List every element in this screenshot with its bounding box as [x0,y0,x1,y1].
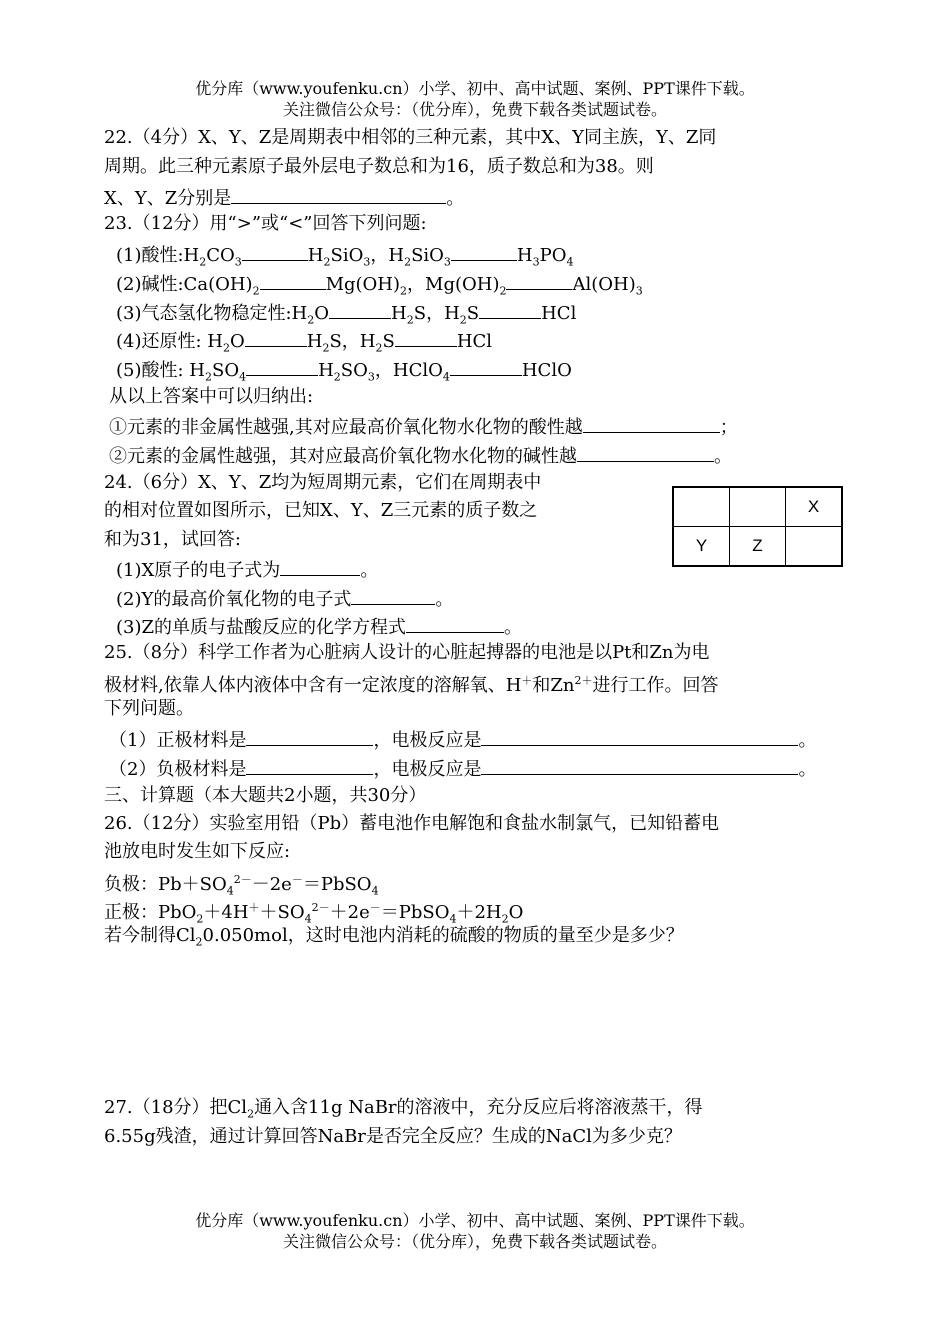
subscript: 2 [222,341,230,355]
subscript: 4 [304,912,312,926]
text: 正极：PbO [104,902,197,923]
text: ； [719,417,738,438]
answer-blank[interactable] [451,242,517,261]
grid-cell [730,487,786,527]
text: ，电极反应是 [373,730,482,751]
superscript: － [369,901,381,914]
q23-row-2 [116,271,643,303]
q24-line-1: 24.（6分）X、Y、Z均为短周期元素，它们在周期表中 [104,472,542,493]
subscript: 2 [247,1107,255,1121]
subscript: 4 [226,884,234,898]
q25-line-3: 下列问题。 [104,698,194,719]
text: (3)气态氢化物稳定性:H [116,303,308,324]
q23-heading: 23.（12分）用“>”或“<”回答下列问题: [104,213,427,234]
text: (2)碱性:Ca(OH) [116,274,253,295]
q22-text: X、Y、Z分别是 [104,188,232,209]
text: （2）负极材料是 [109,759,247,780]
text: ，HClO [374,360,443,381]
text: (1)酸性:H [116,245,200,266]
answer-blank[interactable] [242,242,308,261]
text: S，H [413,303,460,324]
text: ，H [370,245,405,266]
answer-blank[interactable] [506,271,572,290]
header-line-1: 优分库（www.youfenku.cn）小学、初中、高中试题、案例、PPT课件下载。 [195,79,755,98]
text: PO [539,245,567,266]
text: Al(OH) [572,274,636,295]
q24-part-2 [116,586,453,611]
text: 0.050mol，这时电池内消耗的硫酸的物质的量至少是多少？ [202,925,684,946]
text: H [516,245,533,266]
footer-banner [0,1210,950,1252]
text: Mg(OH) [325,274,401,295]
answer-blank[interactable] [329,300,391,319]
q22-line-2: 周期。此三种元素原子最外层电子数总和为16，质子数总和为38。则 [104,156,654,177]
subscript: 4 [371,884,379,898]
q27-line-2: 6.55g残渣，通过计算回答NaBr是否完全反应？生成的NaCl为多少克？ [104,1126,682,1147]
q24-part-3 [116,614,522,639]
text: 通入含11g NaBr的溶液中，充分反应后将溶液蒸干，得 [254,1097,703,1118]
q23-summary: 从以上答案中可以归纳出: [109,386,314,407]
answer-blank[interactable] [246,756,373,775]
text: ①元素的非金属性越强,其对应最高价氧化物水化物的酸性越 [109,417,583,438]
periodic-table-diagram [672,486,843,567]
q24-part-1 [116,557,378,582]
subscript: 2 [252,284,260,298]
answer-blank[interactable] [231,185,446,204]
text: HClO [521,360,572,381]
subscript: 2 [400,284,408,298]
text: O [314,303,330,324]
answer-blank[interactable] [246,357,318,376]
text: HCl [456,331,493,352]
subscript: 3 [443,255,451,269]
answer-blank[interactable] [583,414,720,433]
text: ＋2e [329,902,370,923]
subscript: 2 [196,912,204,926]
text: 。 [435,589,454,610]
grid-cell [786,527,843,567]
q23-row-1 [116,242,574,274]
subscript: 2 [333,370,341,384]
q26-line-2: 池放电时发生如下反应: [104,841,291,862]
grid-cell-y: Y [673,527,730,567]
subscript: 3 [532,255,540,269]
text: ②元素的金属性越强，其对应最高价氧化物水化物的碱性越 [109,446,577,467]
subscript: 2 [404,255,412,269]
superscript: 2－ [311,901,330,914]
text: ＋SO [259,902,305,923]
text: ＝PbSO [380,902,450,923]
subscript: 3 [363,255,371,269]
subscript: 2 [375,341,383,355]
answer-blank[interactable] [577,443,714,462]
text: ＝PbSO [302,874,372,895]
text: ，Mg(OH) [407,274,500,295]
answer-blank[interactable] [260,271,326,290]
q23-row-3 [116,300,576,332]
text: 。 [798,730,817,751]
text: (3)Z的单质与盐酸反应的化学方程式 [116,617,407,638]
text: SO [211,360,240,381]
q26-question [104,925,684,954]
text: 负极：Pb＋SO [104,874,227,895]
subscript: 2 [307,313,315,327]
q25-part-2 [109,756,816,781]
text: 27.（18分）把Cl [104,1097,248,1118]
subscript: 2 [501,912,509,926]
answer-blank[interactable] [395,328,457,347]
answer-blank[interactable] [479,300,541,319]
superscript: 2＋ [574,674,593,687]
answer-blank[interactable] [450,357,522,376]
text: O [508,902,524,923]
q25-part-1 [109,727,816,752]
text: 若今制得Cl [104,925,196,946]
footer-line-1: 优分库（www.youfenku.cn）小学、初中、高中试题、案例、PPT课件下载。 [195,1211,755,1230]
q25-line-1: 25.（8分）科学工作者为心脏病人设计的心脏起搏器的电池是以Pt和Zn为电 [104,642,710,663]
subscript: 2 [499,284,507,298]
superscript: ＋ [521,674,533,687]
text: (4)还原性: H [116,331,223,352]
q24-line-2: 的相对位置如图所示，已知X、Y、Z三元素的质子数之 [104,500,538,521]
q23-summary-1 [109,414,738,439]
subscript: 2 [323,255,331,269]
text: 进行工作。回答 [592,675,719,696]
text: ，电极反应是 [373,759,482,780]
subscript: 3 [367,370,375,384]
text: S，H [329,331,376,352]
q26-line-1: 26.（12分）实验室用铅（Pb）蓄电池作电解饱和食盐水制氯气，已知铅蓄电 [104,813,720,834]
q24-line-3: 和为31，试回答: [104,529,241,550]
q23-row-5 [116,357,572,389]
header-line-2: 关注微信公众号：（优分库），免费下载各类试题试卷。 [282,100,667,119]
footer-line-2: 关注微信公众号：（优分库），免费下载各类试题试卷。 [282,1232,667,1251]
subscript: 3 [635,284,643,298]
text: H [318,360,334,381]
text: CO [206,245,235,266]
superscript: 2－ [233,873,252,886]
text: S [466,303,480,324]
subscript: 4 [442,370,450,384]
subscript: 4 [449,912,457,926]
text: O [229,331,245,352]
subscript: 2 [406,313,414,327]
q25-line-2 [104,670,719,697]
q23-row-4 [116,328,492,360]
subscript: 2 [459,313,467,327]
text: 极材料,依靠人体内液体中含有一定浓度的溶解氧、H [104,675,522,696]
answer-blank[interactable] [246,727,373,746]
text: 和Zn [532,675,575,696]
text: ＋2H [456,902,502,923]
text: SO [340,360,368,381]
subscript: 2 [204,370,212,384]
text: 。 [360,560,379,581]
q22-line-3 [104,185,464,210]
q22-line-1: 22.（4分）X、Y、Z是周期表中相邻的三种元素，其中X、Y同主族，Y、Z同 [104,127,717,148]
text: SiO [330,245,364,266]
text: （1）正极材料是 [109,730,247,751]
superscript: － [291,873,303,886]
text: 。 [504,617,523,638]
grid-cell-z: Z [730,527,786,567]
section-heading: 三、计算题（本大题共2小题，共30分） [104,785,427,806]
q22-end: 。 [446,188,465,209]
superscript: ＋ [248,901,260,914]
text: H [391,303,407,324]
text: H [307,245,324,266]
text: S [382,331,395,352]
text: 。 [798,759,817,780]
q23-summary-2 [109,443,732,468]
q27-line-1 [104,1097,703,1126]
subscript: 2 [195,935,203,949]
text: 。 [714,446,732,467]
answer-blank[interactable] [280,557,360,576]
text: (2)Y的最高价氧化物的电子式 [116,589,352,610]
subscript: 4 [566,255,574,269]
answer-blank[interactable] [406,614,504,633]
text: ＋4H [203,902,249,923]
header-banner [0,78,950,120]
subscript: 3 [234,255,242,269]
answer-blank[interactable] [351,586,435,605]
text: (1)X原子的电子式为 [116,560,281,581]
text: H [306,331,323,352]
answer-blank[interactable] [245,328,307,347]
text: (5)酸性: H [116,360,205,381]
text: HCl [541,303,577,324]
answer-blank[interactable] [481,756,798,775]
subscript: 4 [239,370,247,384]
grid-cell-x: X [786,487,843,527]
text: SiO [411,245,444,266]
answer-blank[interactable] [481,727,798,746]
text: －2e [251,874,292,895]
subscript: 2 [322,341,330,355]
subscript: 2 [199,255,207,269]
grid-cell [673,487,730,527]
